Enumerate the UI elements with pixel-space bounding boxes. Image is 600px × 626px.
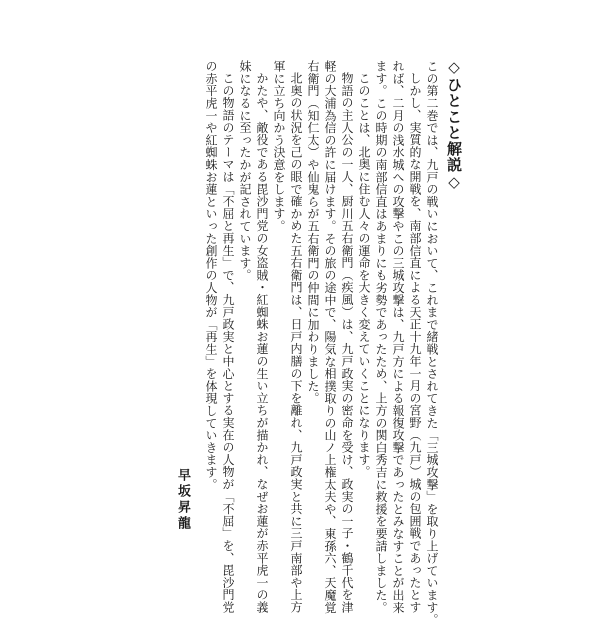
text-column-3: れば、二月の浅水城への攻撃やこの三城攻撃は、九戸方による報復攻撃であったとみなすことが出来 <box>391 60 405 614</box>
text-column-14: の赤平虎一や紅蜘蛛お蓮といった創作の人物が「再生」を体現していきます。 <box>204 60 218 491</box>
text-column-1: この第二巻では、九戸の戦いにおいて、これまで緒戦とされてきた「三城攻撃」を取り上げています。 <box>425 60 439 626</box>
text-column-11: かたや、敵役である毘沙門党の女盗賊・紅蜘蛛お蓮の生い立ちが描かれ、なぜお蓮が赤平虎一の義 <box>255 72 269 614</box>
text-column-7: 軽の大浦為信の許に届けます。その旅の途中で、陽気な相撲取りの山ノ上権太夫や、東孫六、天魔覚 <box>323 60 337 614</box>
text-column-10: 軍に立ち向かう決意をします。 <box>272 60 286 233</box>
text-column-8: 右衛門（知仁太）や仙鬼らが五右衛門の仲間に加わりました。 <box>306 60 320 405</box>
author-signature: 早坂昇龍 <box>175 468 190 532</box>
text-column-6: 物語の主人公の一人、厨川五右衛門（疾風）は、九戸政実の密命を受け、政実の一子・鶴千代を津 <box>340 72 354 614</box>
text-column-2: しかし、実質的な開戦を、南部信直による天正十九年一月の宮野（九戸）城の包囲戦であったとす <box>408 72 422 614</box>
text-column-9: 北奥の状況を己の眼で確かめた五右衛門は、日戸内膳の下を離れ、九戸政実と共に三戸南部や上方 <box>289 72 303 614</box>
text-column-13: この物語のテーマは「不屈と再生」で、九戸政実と中心とする実在の人物が「不屈」を、毘沙門党 <box>221 72 235 614</box>
text-column-5: このことは、北奥に住む人々の運命を大きく変えていくことになります。 <box>357 72 371 478</box>
text-column-12: 妹になるに至ったかが記されています。 <box>238 60 252 282</box>
text-column-4: ます。この時期の南部信直はあまりにも劣勢であったため、上方の関白秀吉に救援を要請しました。 <box>374 60 388 614</box>
section-heading: ◇ひとこと解説◇ <box>445 58 463 192</box>
